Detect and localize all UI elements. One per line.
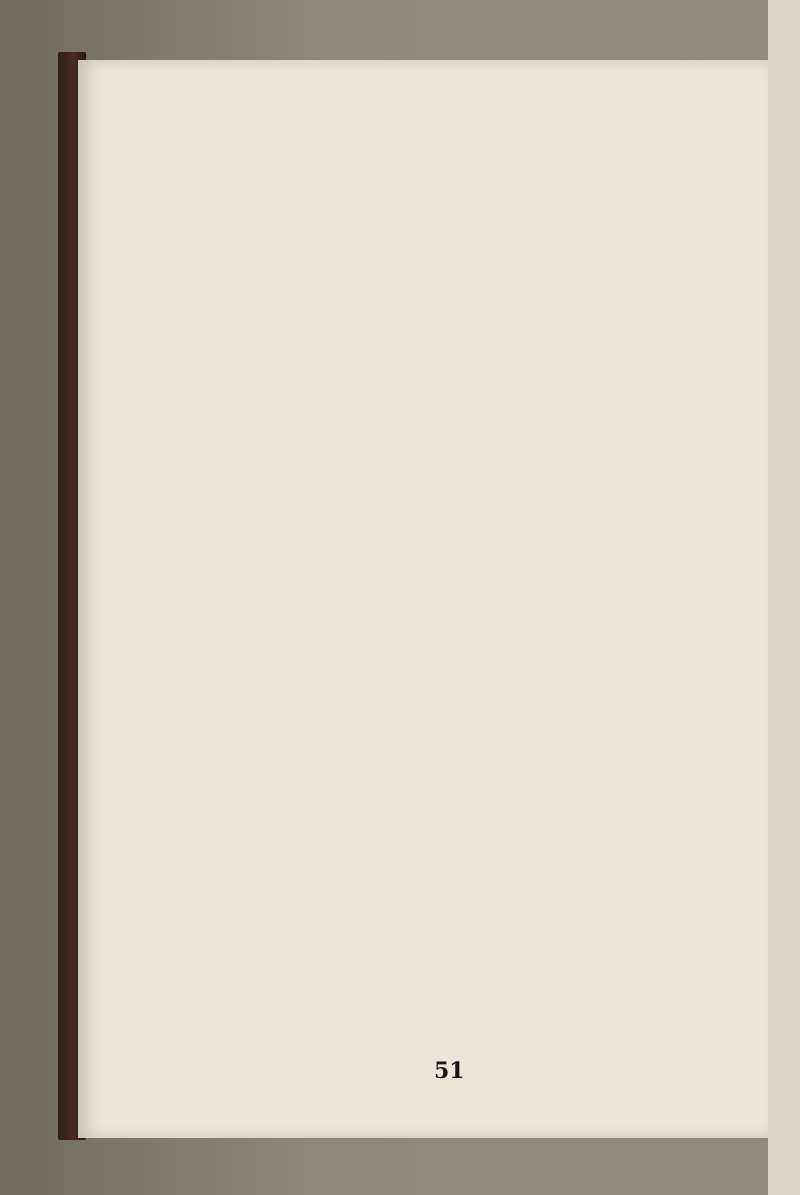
page-right-edge bbox=[768, 0, 800, 1195]
page-number: 51 bbox=[434, 1058, 465, 1084]
vertical-text-block bbox=[112, 132, 742, 1042]
